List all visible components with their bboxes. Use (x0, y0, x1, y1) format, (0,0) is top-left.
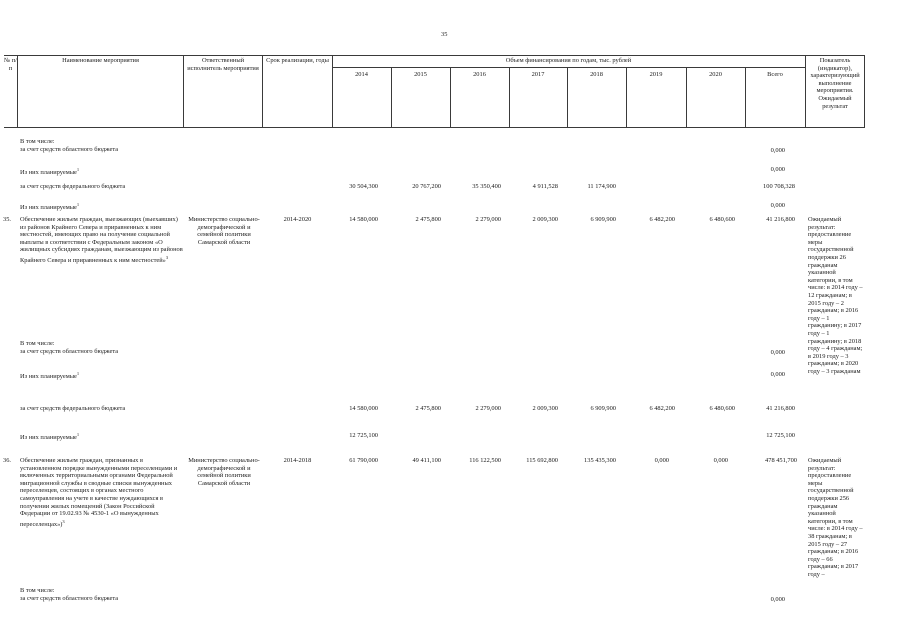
planned-text: Из них планируемые (20, 169, 77, 177)
federal-value-2017: 2 009,300 (532, 405, 558, 412)
regional-budget-label: за счет средств областного бюджета (20, 348, 119, 355)
federal-value-total: 100 708,328 (763, 183, 795, 190)
header-indicator: Показатель (индикатор), характеризующий выполнение мероприятия. Ожидаемый результат (810, 57, 860, 110)
header-year-total: Всего (767, 71, 783, 78)
value-2016: 2 279,000 (475, 216, 501, 223)
planned-text: Из них планируемые (20, 204, 77, 212)
regional-budget-total: 0,000 (770, 147, 785, 154)
header-year-2016: 2016 (473, 71, 486, 78)
value-total: 41 216,800 (766, 216, 795, 223)
row-number: 35. (3, 216, 11, 223)
federal-value-2014: 30 504,300 (349, 183, 378, 190)
federal-value-2019: 6 482,200 (649, 405, 675, 412)
planned-total: 0,000 (770, 371, 785, 378)
federal-value-2016: 35 350,400 (472, 183, 501, 190)
measure-term: 2014-2020 (283, 216, 312, 223)
header-executor: Ответственный исполнитель мероприятия (187, 57, 259, 72)
measure-executor: Министерство социально-демографической и семейной политики Самарской области (188, 457, 260, 487)
header-year-2015: 2015 (414, 71, 427, 78)
value-2014: 61 790,000 (349, 457, 378, 464)
value-2018: 135 435,300 (584, 457, 616, 464)
header-year-2017: 2017 (531, 71, 545, 78)
measure-name: Обеспечение жильем граждан, признанных в установленном порядке вынужденными переселенцами и включенных территориальными органами Федеральной миграционной службы в сводные списки вынужденных переселенцев, состоящих в органах местного самоуправления на учете в качестве нуждающихся в получении жилых помещений (Закон Российской Федерации от 19.02.93 № 4530-1 «О вынужденных переселенцах»)$^3$ (20, 457, 178, 528)
value-2016: 116 122,500 (469, 457, 501, 464)
value-2017: 2 009,300 (532, 216, 558, 223)
planned-total: 0,000 (770, 202, 785, 209)
value-2018: 6 909,900 (590, 216, 616, 223)
col-divider (262, 55, 263, 128)
header-term: Срок реализации, годы (266, 57, 329, 64)
col-divider (17, 55, 18, 128)
value-2020: 6 480,600 (709, 216, 735, 223)
value-2020: 0,000 (713, 457, 728, 464)
header-funding: Объем финансирования по годам, тыс. рублей (505, 57, 632, 64)
regional-budget-total: 0,000 (770, 349, 785, 356)
federal-value-2014: 14 580,000 (349, 405, 378, 412)
measure-name-text: Обеспечение жильем граждан, выезжающих (выехавших) из районов Крайнего Севера и приравненных к ним местностей, имеющих право на получение социальной выплаты в соответствии с Федеральным законом «О жилищных субсидиях гражданам, выезжающим из районов Крайнего Севера и приравненных к ним местностей» (20, 216, 183, 265)
planned-label: Из них планируемые$^1$ (20, 167, 80, 177)
row-number: 36. (3, 457, 11, 464)
federal-value-2015: 2 475,800 (415, 405, 441, 412)
indicator-text: Ожидаемый результат: предоставление меры государственной поддержки 256 гражданам указанной категории, в том числе: в 2014 году – 38 гражданам; в 2015 году – 27 гражданам; в 2016 году – 66 гражданам; в 2017 году – (808, 457, 863, 578)
header-name: Наименование мероприятия (62, 57, 139, 64)
value-total: 478 451,700 (765, 457, 797, 464)
federal-budget-label: за счет средств федерального бюджета (20, 405, 126, 412)
value-2019: 0,000 (654, 457, 669, 464)
federal-value-total: 41 216,800 (766, 405, 795, 412)
measure-name: Обеспечение жильем граждан, выезжающих (выехавших) из районов Крайнего Севера и приравненных к ним местностей, имеющих право на получение социальной выплаты в соответствии с Федеральным законом «О жилищных субсидиях гражданам, выезжающим из районов Крайнего Севера и приравненных к ним местностей»$^3$ (20, 216, 183, 265)
regional-budget-label: за счет средств областного бюджета (20, 146, 119, 153)
federal-value-2017: 4 911,528 (532, 183, 558, 190)
table-top-rule (4, 55, 864, 56)
planned-total: 12 725,100 (766, 432, 795, 439)
value-2015: 2 475,800 (415, 216, 441, 223)
header-year-2019: 2019 (649, 71, 663, 78)
col-divider (805, 55, 806, 128)
col-divider (332, 55, 333, 128)
planned-text: Из них планируемые (20, 434, 77, 442)
federal-value-2018: 6 909,900 (590, 405, 616, 412)
planned-total: 0,000 (770, 166, 785, 173)
regional-budget-total: 0,000 (770, 596, 785, 603)
federal-budget-label: за счет средств федерального бюджета (20, 183, 126, 190)
value-2019: 6 482,200 (649, 216, 675, 223)
years-subheader-rule (332, 67, 805, 68)
header-year-2018: 2018 (590, 71, 603, 78)
col-divider (183, 55, 184, 128)
header-year-2014: 2014 (355, 71, 368, 78)
planned-value-2014: 12 725,100 (349, 432, 378, 439)
measure-term: 2014-2018 (283, 457, 312, 464)
value-2015: 49 411,100 (412, 457, 441, 464)
federal-value-2018: 11 174,900 (587, 183, 616, 190)
planned-label: Из них планируемые$^1$ (20, 371, 80, 381)
col-divider (864, 55, 865, 128)
in-that-label: В том числе: (20, 138, 55, 145)
federal-value-2020: 6 480,600 (709, 405, 735, 412)
measure-name-text: Обеспечение жильем граждан, признанных в установленном порядке вынужденными переселенцами и включенных территориальными органами Федеральной миграционной службы в сводные списки вынужденных переселенцев, состоящих в органах местного самоуправления на учете в качестве нуждающихся в получении жилых помещений (Закон Российской Федерации от 19.02.93 № 4530-1 «О вынужденных переселенцах») (20, 457, 178, 528)
header-num: № п/п (4, 57, 17, 72)
regional-budget-label: за счет средств областного бюджета (20, 595, 119, 602)
federal-value-2016: 2 279,000 (475, 405, 501, 412)
planned-text: Из них планируемые (20, 373, 77, 381)
value-2017: 115 692,800 (526, 457, 558, 464)
in-that-label: В том числе: (20, 587, 55, 594)
in-that-label: В том числе: (20, 340, 55, 347)
indicator-text: Ожидаемый результат: предоставление меры государственной поддержки 26 гражданам указанной категории, в том числе: в 2014 году – 12 гражданам; в 2015 году – 2 гражданам; в 2016 году – 1 гражданину; в 2017 году – 1 гражданину; в 2018 году – 4 гражданам; в 2019 году – 3 гражданам; в 2020 году – 3 гражданам (808, 216, 863, 375)
planned-label: Из них планируемые$^1$ (20, 202, 80, 212)
page-number: 35 (441, 31, 448, 38)
header-year-2020: 2020 (709, 71, 722, 78)
value-2014: 14 580,000 (349, 216, 378, 223)
federal-value-2015: 20 767,200 (412, 183, 441, 190)
table-header-bottom-rule (4, 127, 864, 128)
measure-executor: Министерство социально-демографической и семейной политики Самарской области (188, 216, 260, 246)
planned-label: Из них планируемые$^1$ (20, 432, 80, 442)
